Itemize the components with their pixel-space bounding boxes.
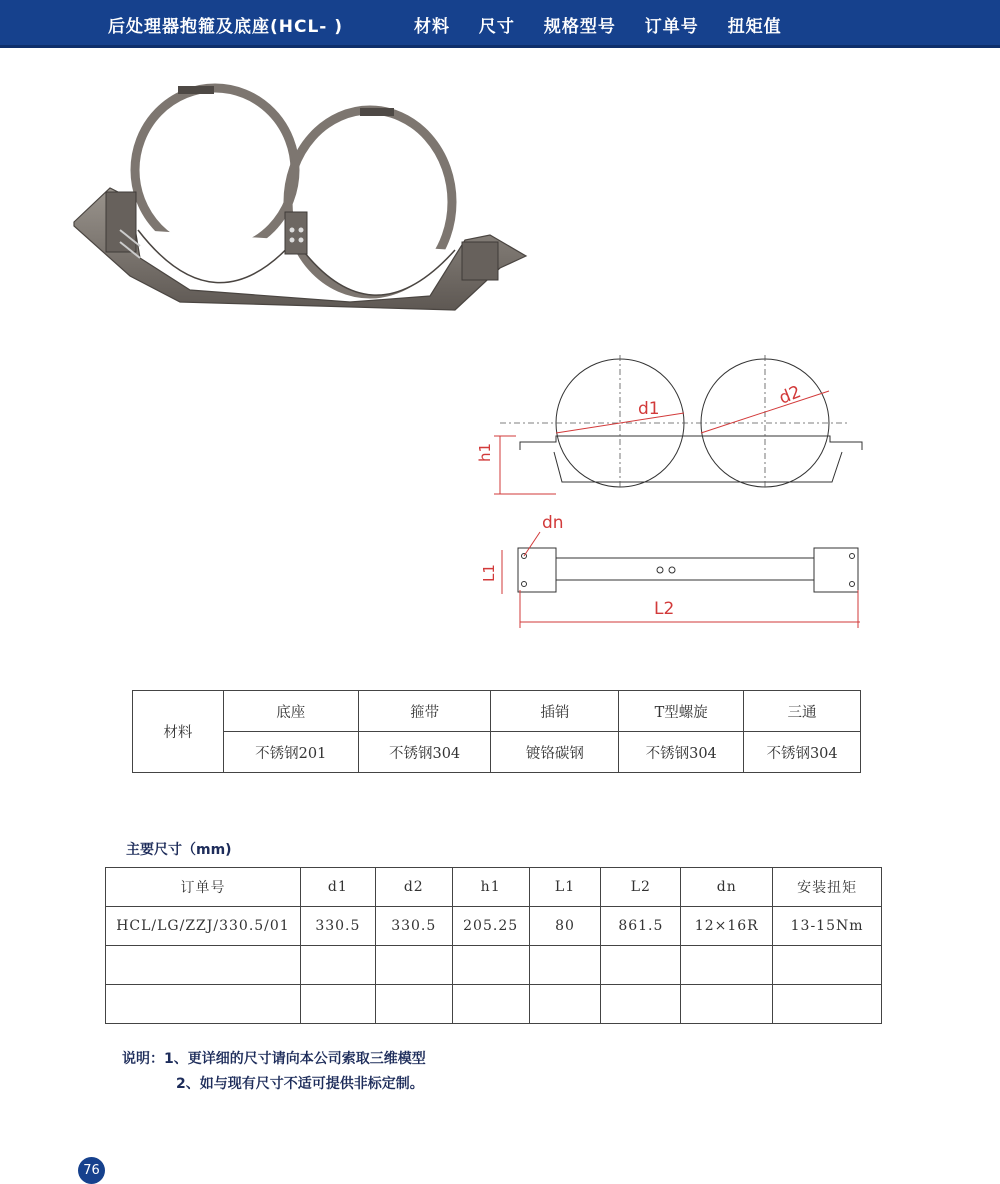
table-cell [300,946,375,985]
material-row-label: 材料 [133,691,224,773]
table-cell: 13-15Nm [773,907,882,946]
table-cell: 861.5 [601,907,681,946]
dn-label: dn [542,513,564,533]
table-cell: 镀铬碳钢 [491,732,619,773]
table-cell [773,985,882,1024]
d1-label: d1 [638,399,660,419]
header-stripe [0,45,1000,48]
nav-item-spec: 规格型号 [543,17,616,37]
table-cell: 80 [529,907,601,946]
table-row [133,691,861,732]
header-nav [414,12,804,37]
table-header-cell: 底座 [223,691,358,732]
table-header-cell: 安装扭矩 [773,868,882,907]
table-header-cell: L1 [529,868,601,907]
table-header-cell: 三通 [744,691,861,732]
table-cell [452,946,529,985]
table-cell [681,985,773,1024]
table-row [106,946,882,985]
table-cell: 不锈钢304 [358,732,491,773]
table-row [133,732,861,773]
table-header-cell: d2 [375,868,452,907]
table-cell [106,985,301,1024]
nav-item-order-no: 订单号 [644,17,699,37]
dimensions-caption: 主要尺寸（mm) [126,842,232,858]
table-cell [601,985,681,1024]
material-table [132,690,861,773]
table-header-cell: 订单号 [106,868,301,907]
table-cell: 不锈钢304 [744,732,861,773]
page-title: 后处理器抱箍及底座(HCL- ) [108,17,344,37]
h1-label: h1 [476,442,494,462]
table-cell [452,985,529,1024]
table-header-cell: T型螺旋 [619,691,744,732]
note-line: 说明：1、更详细的尺寸请向本公司索取三维模型 [122,1051,426,1067]
table-header-cell: 箍带 [358,691,491,732]
page-number: 76 [78,1157,105,1184]
L1-label: L1 [480,564,498,582]
table-header-row [106,868,882,907]
nav-item-size: 尺寸 [478,17,515,37]
table-cell: 不锈钢304 [619,732,744,773]
table-cell: HCL/LG/ZZJ/330.5/01 [106,907,301,946]
table-header-cell: dn [681,868,773,907]
header-bar [0,0,1000,48]
table-cell [681,946,773,985]
table-cell: 205.25 [452,907,529,946]
d2-label: d2 [776,381,804,409]
nav-item-material: 材料 [414,17,450,37]
table-row [106,907,882,946]
table-cell [300,985,375,1024]
table-header-cell: L2 [601,868,681,907]
table-header-cell: d1 [300,868,375,907]
table-cell [529,985,601,1024]
table-cell [375,985,452,1024]
table-cell [601,946,681,985]
front-view-drawing [470,350,870,510]
table-cell [773,946,882,985]
table-cell: 330.5 [300,907,375,946]
table-cell: 330.5 [375,907,452,946]
L2-label: L2 [654,599,675,619]
nav-item-torque: 扭矩值 [727,17,782,37]
top-view-drawing [470,510,870,640]
note-line: 2、如与现有尺寸不适可提供非标定制。 [176,1076,424,1092]
table-header-cell: 插销 [491,691,619,732]
table-cell: 不锈钢201 [223,732,358,773]
table-cell: 12×16R [681,907,773,946]
product-render-image [70,80,530,330]
table-cell [375,946,452,985]
table-cell [529,946,601,985]
dimensions-table [105,867,882,1024]
table-row [106,985,882,1024]
table-cell [106,946,301,985]
notes [122,1047,426,1097]
table-header-cell: h1 [452,868,529,907]
